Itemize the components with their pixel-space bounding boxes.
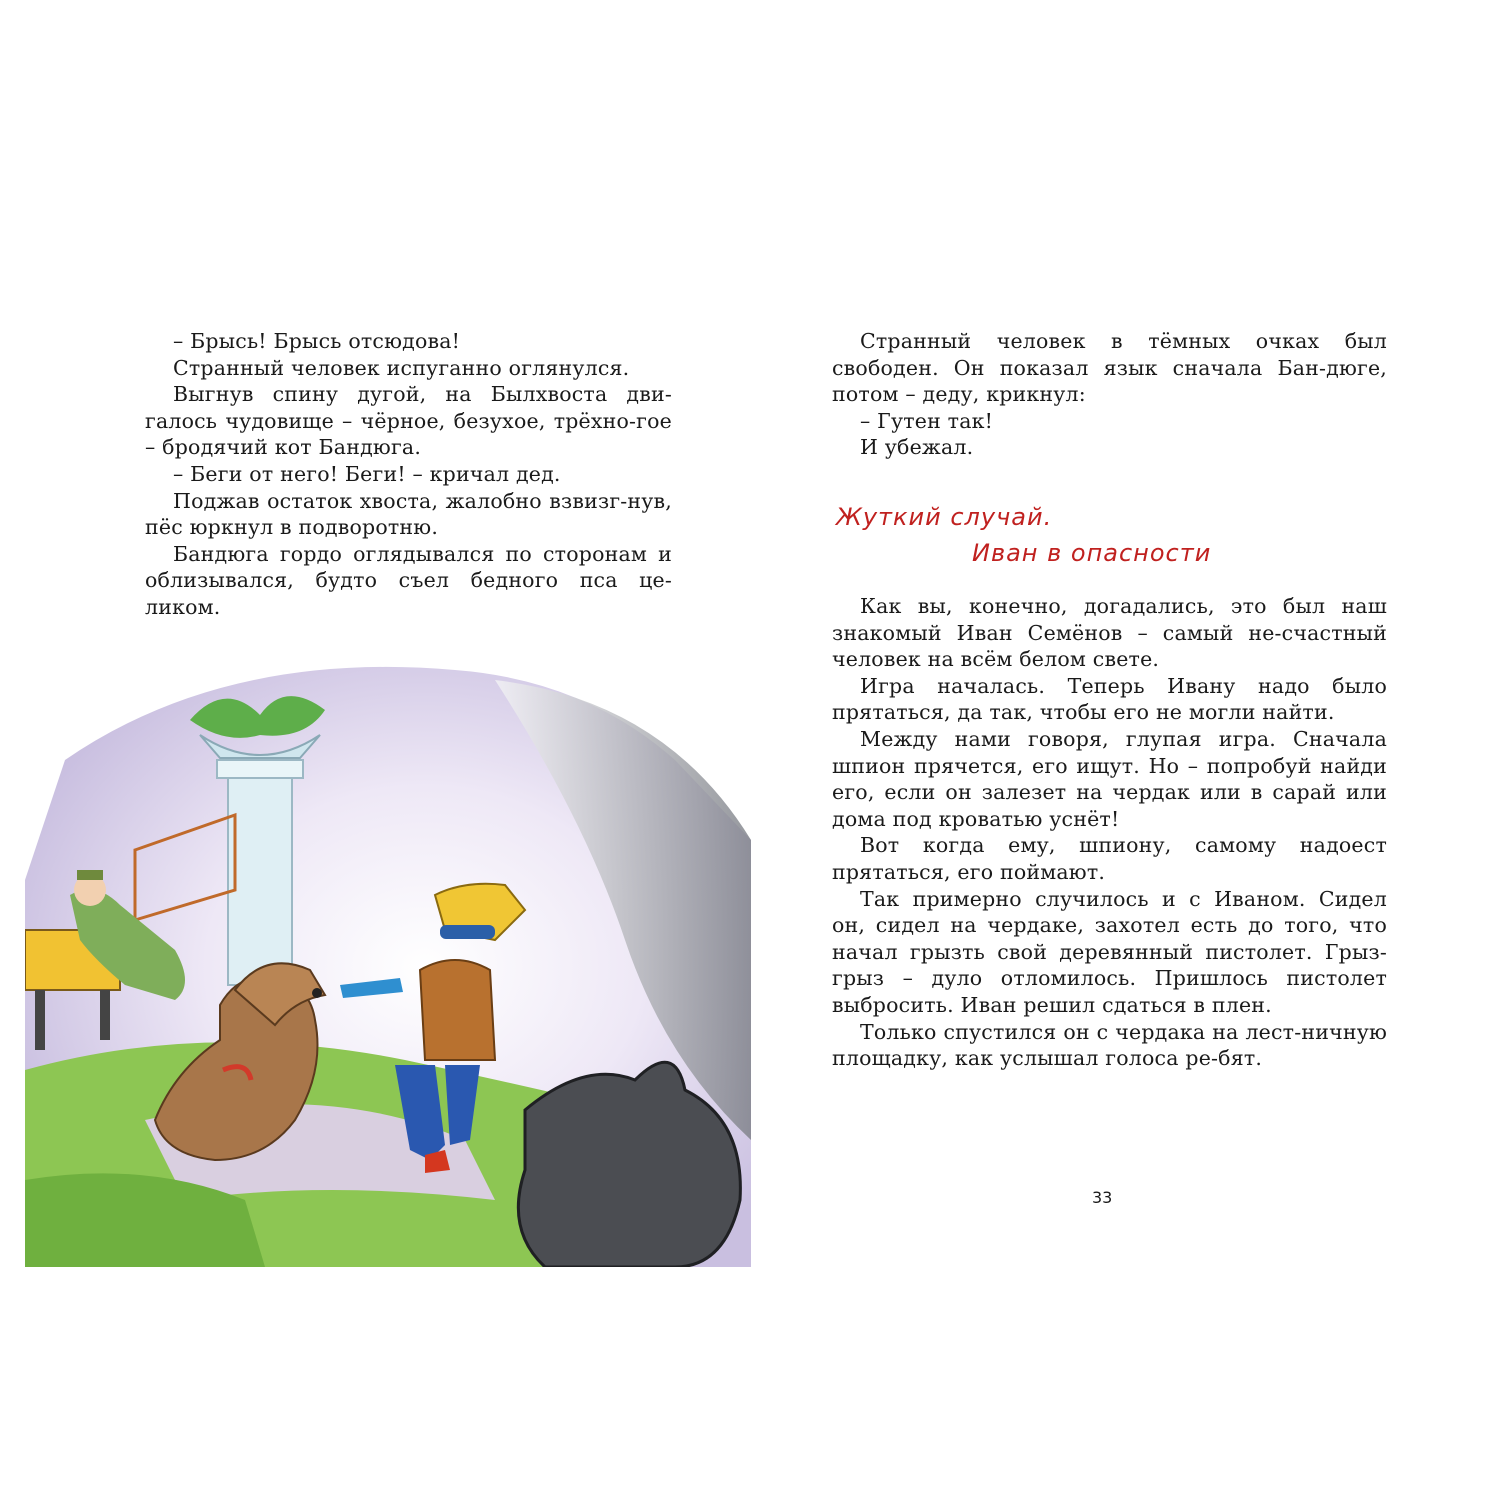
left-page-text xyxy=(145,328,672,621)
paragraph: Странный человек в тёмных очках был свободен. Он показал язык сначала Бан-дюге, потом – деду, крикнул: xyxy=(832,329,1387,407)
paragraph: Так примерно случилось и с Иваном. Сидел он, сидел на чердаке, захотел есть до того, что начал грызть свой деревянный пистолет. Грыз-грыз – дуло отломилось. Пришлось пистолет выбросить. Иван решил сдаться в плен. xyxy=(832,886,1387,1017)
story-illustration xyxy=(25,640,751,1267)
right-page-text xyxy=(832,593,1387,1072)
paragraph: Странный человек испуганно оглянулся. xyxy=(173,355,630,380)
paragraph: – Брысь! Брысь отсюдова! xyxy=(173,329,461,353)
paragraph: Между нами говоря, глупая игра. Сначала шпион прячется, его ищут. Но – попробуй найди его, если он залезет на чердак или в сарай или дома под кроватью уснёт! xyxy=(832,726,1387,831)
paragraph: Игра началась. Теперь Ивану надо было прятаться, да так, чтобы его не могли найти. xyxy=(832,673,1387,725)
paragraph: – Гутен так! xyxy=(860,408,994,433)
chapter-title-line-2: Иван в опасности xyxy=(972,539,1212,567)
page-number: 33 xyxy=(1092,1188,1113,1207)
right-page-intro xyxy=(832,328,1387,461)
paragraph: Выгнув спину дугой, на Былхвоста дви-галось чудовище – чёрное, безухое, трёхно-гое – бродячий кот Бандюга. xyxy=(145,382,672,460)
paragraph: Поджав остаток хвоста, жалобно взвизг-нув, пёс юркнул в подворотню. xyxy=(145,488,672,540)
paragraph: Вот когда ему, шпиону, самому надоест прятаться, его поймают. xyxy=(832,833,1387,884)
paragraph: Бандюга гордо оглядывался по сторонам и облизывался, будто съел бедного пса це-ликом. xyxy=(145,541,672,619)
paragraph: Как вы, конечно, догадались, это был наш знакомый Иван Семёнов – самый не-счастный человек на всём белом свете. xyxy=(832,594,1387,672)
paragraph: – Беги от него! Беги! – кричал дед. xyxy=(173,461,561,486)
paragraph: И убежал. xyxy=(860,435,974,460)
paragraph: Только спустился он с чердака на лест-ничную площадку, как услышал голоса ре-бят. xyxy=(832,1019,1387,1071)
chapter-title-line-1: Жуткий случай. xyxy=(836,503,1053,531)
